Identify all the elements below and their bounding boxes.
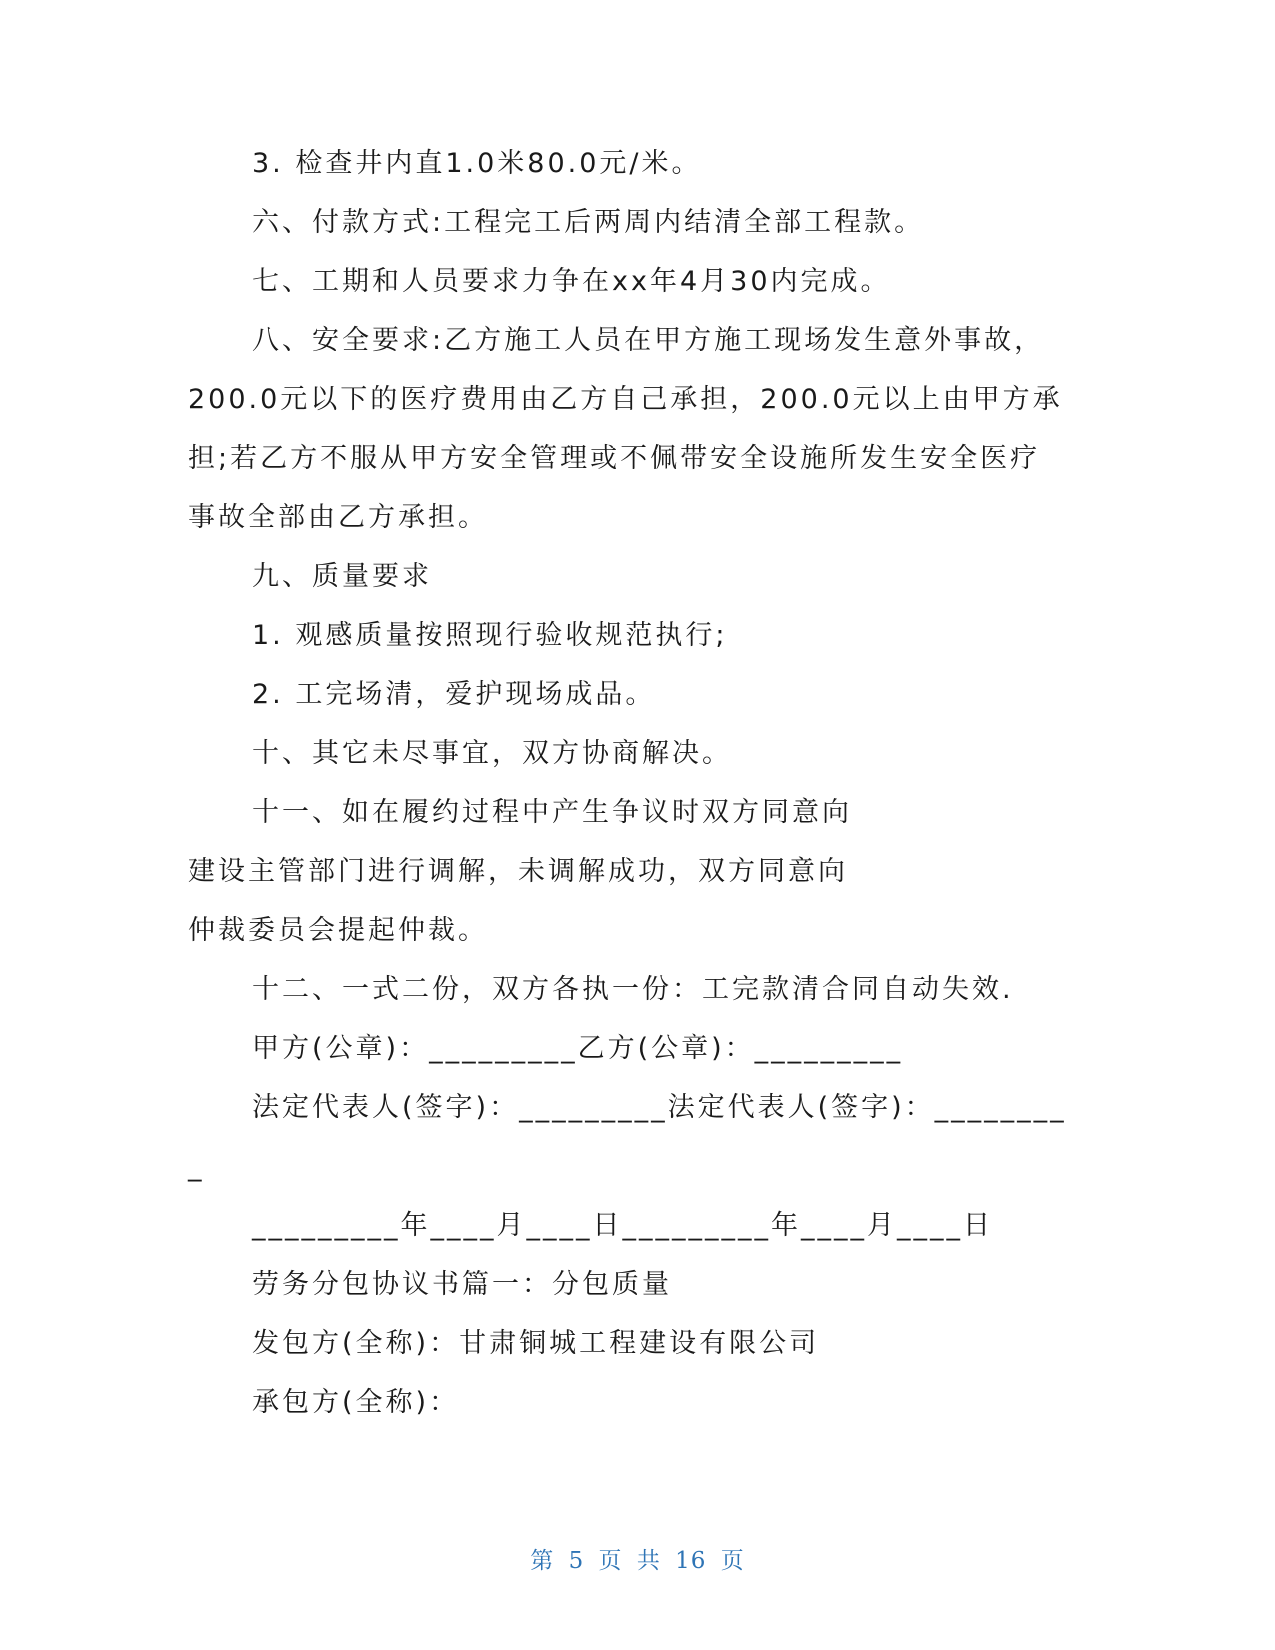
- text-line: 建设主管部门进行调解，未调解成功，双方同意向: [188, 856, 848, 887]
- text-line: 十一、如在履约过程中产生争议时双方同意向: [252, 797, 852, 828]
- page-number: 第 5 页 共 16 页: [530, 1548, 745, 1574]
- text-line: 1. 观感质量按照现行验收规范执行;: [252, 620, 728, 651]
- signature-line-representative: 法定代表人(签字)：_________法定代表人(签字)：________: [252, 1092, 1067, 1123]
- text-line: 3. 检查井内直1.0米80.0元/米。: [252, 148, 702, 179]
- text-line: 事故全部由乙方承担。: [188, 502, 488, 533]
- text-line: 十二、一式二份，双方各执一份：工完款清合同自动失效.: [252, 974, 1014, 1005]
- text-line: 200.0元以下的医疗费用由乙方自己承担，200.0元以上由甲方承: [188, 384, 1063, 415]
- text-line: 十、其它未尽事宜，双方协商解决。: [252, 738, 732, 769]
- text-line: 八、安全要求:乙方施工人员在甲方施工现场发生意外事故，: [252, 325, 1045, 356]
- signature-line-date: _________年____月____日_________年____月____日: [252, 1210, 993, 1241]
- text-line: 七、工期和人员要求力争在xx年4月30内完成。: [252, 266, 891, 297]
- section-title: 劳务分包协议书篇一：分包质量: [252, 1269, 672, 1300]
- text-line: 发包方(全称)：甘肃铜城工程建设有限公司: [252, 1328, 820, 1359]
- signature-line-seal: 甲方(公章)：_________乙方(公章)：_________: [252, 1033, 904, 1064]
- text-line: 六、付款方式:工程完工后两周内结清全部工程款。: [252, 207, 925, 238]
- section-heading: 九、质量要求: [252, 561, 432, 592]
- signature-line-overflow: _: [188, 1151, 205, 1182]
- text-line: 担;若乙方不服从甲方安全管理或不佩带安全设施所发生安全医疗: [188, 443, 1041, 474]
- text-line: 2. 工完场清，爱护现场成品。: [252, 679, 656, 710]
- text-line: 承包方(全称)：: [252, 1387, 460, 1418]
- text-line: 仲裁委员会提起仲裁。: [188, 915, 488, 946]
